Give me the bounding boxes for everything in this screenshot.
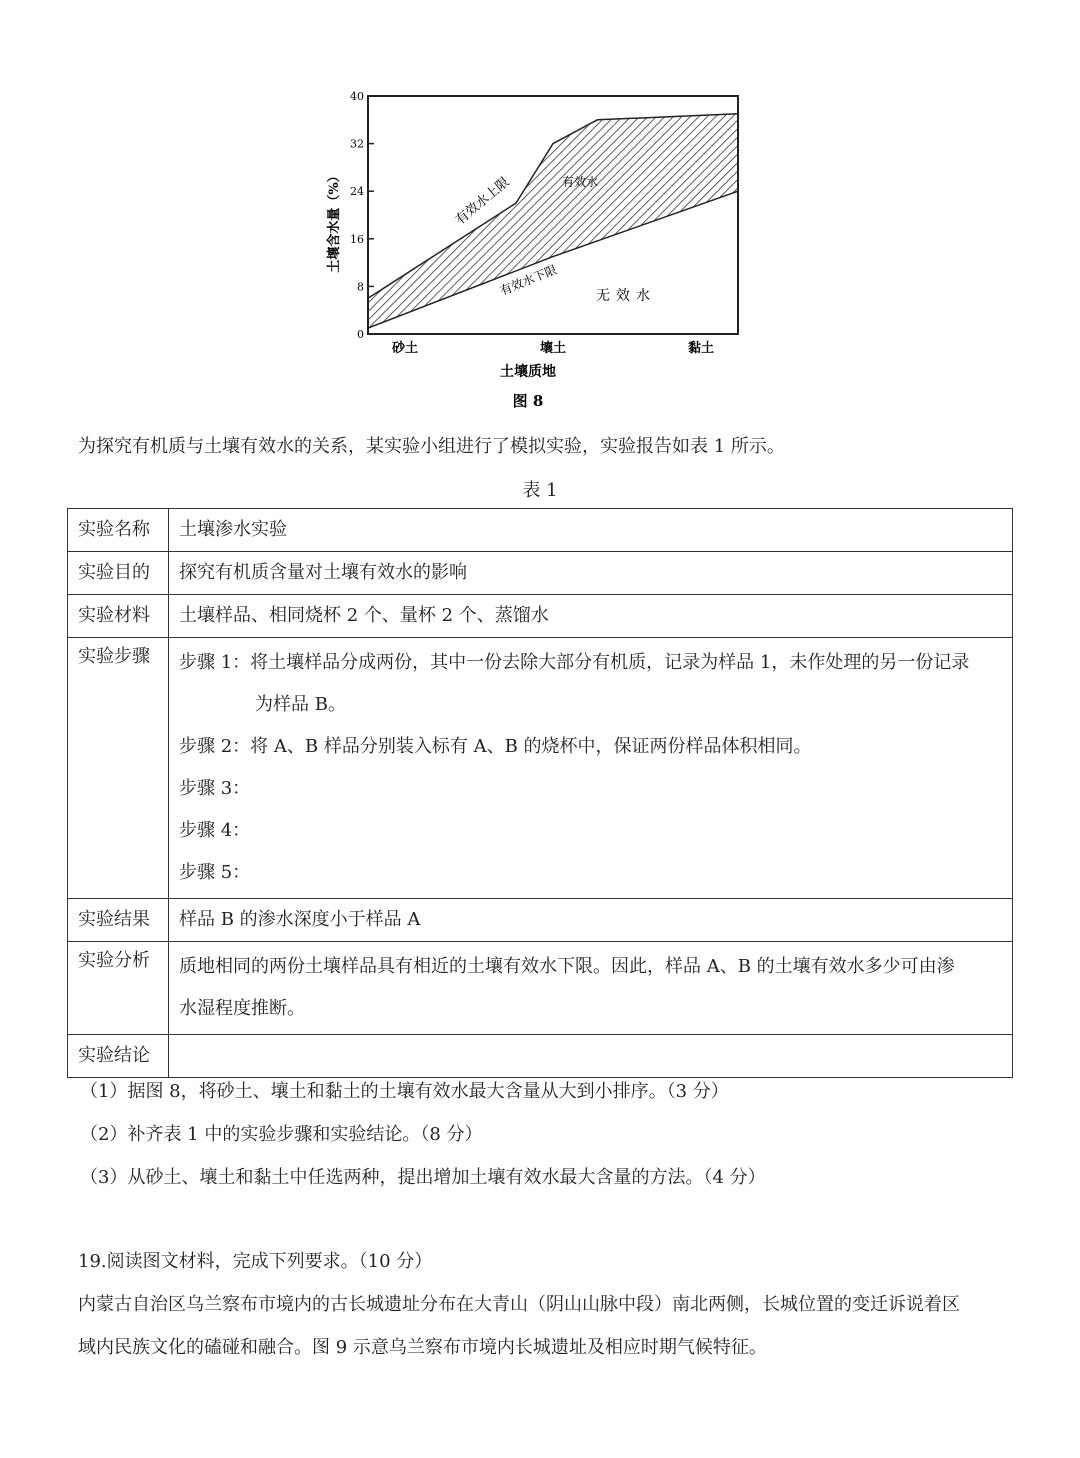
step-5: 步骤 5： [179,862,251,883]
table-row [68,595,1013,638]
y-tick-label: 16 [350,232,364,246]
x-tick-label: 砂土 [391,341,419,356]
y-tick-label: 8 [357,280,364,294]
row-value: 样品 B 的渗水深度小于样品 A [169,899,1013,942]
table-row [68,899,1013,942]
figure-caption: 图 8 [512,392,544,410]
upper-curve-label: 有效水上限 [453,174,513,228]
x-tick-label: 壤土 [539,341,567,356]
intro-text: 为探究有机质与土壤有效水的关系，某实验小组进行了模拟实验，实验报告如表 1 所示。 [78,436,785,457]
experiment-report-table [67,508,1013,1078]
analysis-line-2: 水湿程度推断。 [179,998,305,1019]
lower-region-label: 无效水 [596,288,656,304]
question-1: （1）据图 8，将砂土、壤土和黏土的土壤有效水最大含量从大到小排序。（3 分） [80,1081,729,1102]
step-3: 步骤 3： [179,778,251,799]
row-label: 实验结果 [68,899,169,942]
row-label: 实验分析 [68,942,169,1035]
row-label: 实验名称 [68,509,169,552]
band-label: 有效水 [561,175,599,189]
table-row [68,509,1013,552]
figure-8 [327,86,750,416]
table-row [68,552,1013,595]
row-value: 土壤渗水实验 [169,509,1013,552]
analysis-line-1: 质地相同的两份土壤样品具有相近的土壤有效水下限。因此，样品 A、B 的土壤有效水多少可由渗 [179,956,955,977]
analysis-cell [169,942,1013,1035]
row-label: 实验材料 [68,595,169,638]
question-2: （2）补齐表 1 中的实验步骤和实验结论。（8 分） [80,1124,483,1145]
y-tick-label: 32 [350,137,364,151]
row-value: 探究有机质含量对土壤有效水的影响 [169,552,1013,595]
step-1-line-1: 步骤 1：将土壤样品分成两份，其中一份去除大部分有机质，记录为样品 1，未作处理的另一份记录 [179,652,970,673]
question-19-title: 19.阅读图文材料，完成下列要求。（10 分） [78,1251,433,1272]
x-axis-label: 土壤质地 [500,364,556,380]
question-19-para-line-2: 域内民族文化的磕碰和融合。图 9 示意乌兰察布市境内长城遗址及相应时期气候特征。 [78,1337,767,1358]
row-value: 土壤样品、相同烧杯 2 个、量杯 2 个、蒸馏水 [169,595,1013,638]
table-row [68,638,1013,899]
row-label: 实验步骤 [68,638,169,899]
table-row [68,1035,1013,1078]
soil-water-chart [327,86,750,416]
step-4: 步骤 4： [179,820,251,841]
step-2: 步骤 2：将 A、B 样品分别装入标有 A、B 的烧杯中，保证两份样品体积相同。 [179,736,812,757]
step-1-line-2: 为样品 B。 [255,694,346,715]
y-tick-label: 24 [350,185,364,199]
row-label: 实验目的 [68,552,169,595]
row-label: 实验结论 [68,1035,169,1078]
y-axis-label: 土壤含水量（%） [327,169,342,273]
question-3: （3）从砂土、壤土和黏土中任选两种，提出增加土壤有效水最大含量的方法。（4 分） [80,1167,766,1188]
table-caption: 表 1 [522,480,558,501]
effective-water-band [368,114,738,328]
y-tick-label: 40 [350,90,364,103]
question-19-para-line-1: 内蒙古自治区乌兰察布市境内的古长城遗址分布在大青山（阴山山脉中段）南北两侧，长城位置的变迁诉说着区 [78,1294,960,1315]
x-tick-label: 黏土 [687,341,715,356]
steps-cell [169,638,1013,899]
conclusion-value [169,1035,1013,1078]
y-tick-label: 0 [357,328,364,341]
table-row [68,942,1013,1035]
lower-curve-label: 有效水下限 [498,262,559,299]
